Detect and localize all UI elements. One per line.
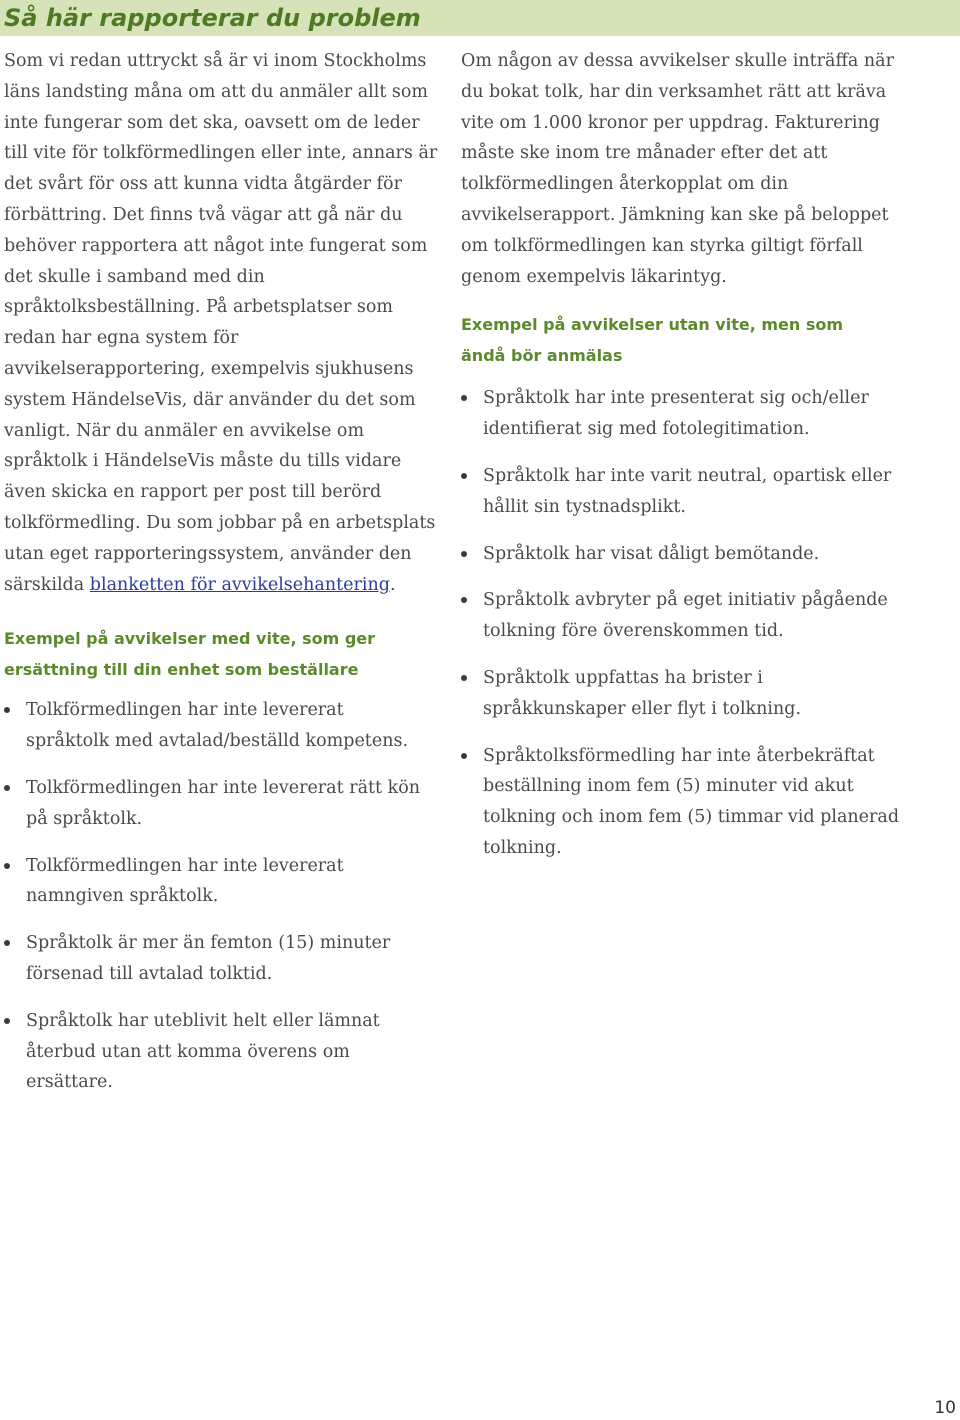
subhead-without-fine: Exempel på avvikelser utan vite, men som ändå bör anmälas bbox=[461, 315, 844, 365]
right-column bbox=[461, 46, 921, 880]
bullet-icon bbox=[4, 863, 10, 869]
list-item: Språktolk uppfattas ha brister i språkkunskaper eller flyt i tolkning. bbox=[461, 663, 901, 725]
subhead-with-fine: Exempel på avvikelser med vite, som ger ersättning till din enhet som beställare bbox=[4, 629, 376, 679]
bullet-icon bbox=[461, 551, 467, 557]
bullet-icon bbox=[461, 597, 467, 603]
list-item: Språktolk har visat dåligt bemötande. bbox=[461, 539, 901, 570]
bullet-icon bbox=[4, 940, 10, 946]
page-number: 10 bbox=[934, 1398, 956, 1418]
bullet-icon bbox=[4, 1018, 10, 1024]
left-column bbox=[4, 46, 444, 1114]
list-item: Språktolk är mer än femton (15) minuter försenad till avtalad tolktid. bbox=[4, 928, 424, 990]
list-item: Språktolksförmedling har inte återbekräftat beställning inom fem (5) minuter vid akut tolkning och inom fem (5) timmar vid planerad tolkning. bbox=[461, 741, 901, 864]
intro-text: Som vi redan uttryckt så är vi inom Stockholms läns landsting måna om att du anmäler allt som inte fungerar som det ska, oavsett om de leder till vite för tolkförmedlingen eller inte, annars är det svårt för oss att kunna vidta åtgärder för förbättring. Det finns två vägar att gå när du behöver rapportera att något inte fungerat som det skulle i samband med din språktolksbeställning. På arbetsplatser som redan har egna system för avvikelserapportering, exempelvis sjukhusens system HändelseVis, där använder du det som vanligt. När du anmäler en avvikelse om språktolk i HändelseVis måste du tills vidare även skicka en rapport per post till berörd tolkförmedling. Du som jobbar på en arbetsplats utan eget rapporteringssystem, använder den särskilda bbox=[4, 51, 438, 595]
deviation-form-link[interactable]: blanketten för avvikelsehantering bbox=[89, 574, 390, 595]
list-item: Tolkförmedlingen har inte levererat språktolk med avtalad/beställd kompetens. bbox=[4, 695, 424, 757]
list-item: Tolkförmedlingen har inte levererat rätt kön på språktolk. bbox=[4, 773, 424, 835]
list-item: Språktolk avbryter på eget initiativ pågående tolkning före överenskommen tid. bbox=[461, 585, 901, 647]
right-intro-paragraph: Om någon av dessa avvikelser skulle inträffa när du bokat tolk, har din verksamhet rätt att kräva vite om 1.000 kronor per uppdrag. Fakturering måste ske inom tre månader efter det att tolkförmedlingen återkopplat om din avvikelserapport. Jämkning kan ske på beloppet om tolkförmedlingen kan styrka giltigt förfall genom exempelvis läkarintyg. bbox=[461, 51, 894, 287]
bullet-icon bbox=[461, 473, 467, 479]
page-title: Så här rapporterar du problem bbox=[4, 4, 421, 32]
list-item: Språktolk har uteblivit helt eller lämnat återbud utan att komma överens om ersättare. bbox=[4, 1006, 424, 1098]
list-item: Språktolk har inte presenterat sig och/eller identifierat sig med fotolegitimation. bbox=[461, 383, 901, 445]
bullet-icon bbox=[461, 395, 467, 401]
fine-deviation-list bbox=[4, 695, 424, 1098]
bullet-icon bbox=[461, 675, 467, 681]
bullet-icon bbox=[4, 707, 10, 713]
no-fine-deviation-list bbox=[461, 383, 901, 863]
intro-paragraph bbox=[4, 46, 444, 600]
bullet-icon bbox=[461, 753, 467, 759]
list-item: Tolkförmedlingen har inte levererat namngiven språktolk. bbox=[4, 851, 424, 913]
title-band bbox=[0, 0, 960, 36]
link-suffix: . bbox=[389, 574, 396, 595]
bullet-icon bbox=[4, 785, 10, 791]
list-item: Språktolk har inte varit neutral, opartisk eller hållit sin tystnadsplikt. bbox=[461, 461, 901, 523]
